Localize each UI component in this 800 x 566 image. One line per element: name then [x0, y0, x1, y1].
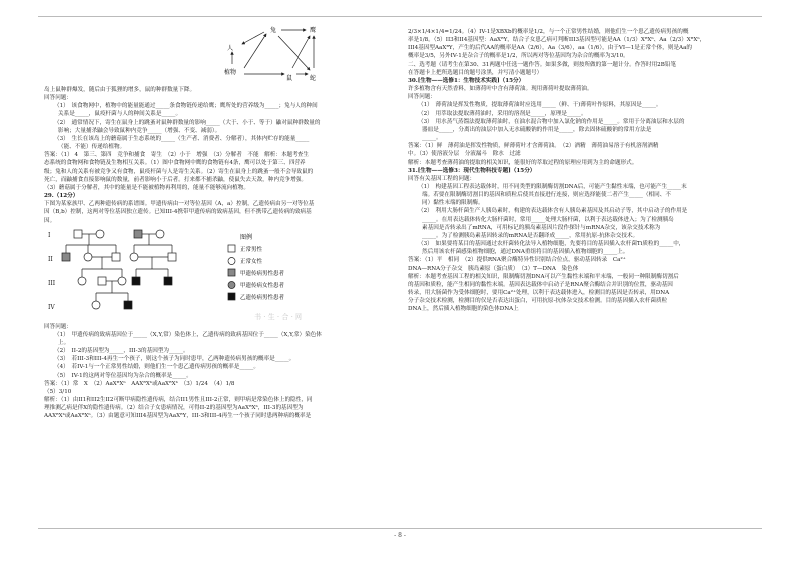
text-line: 关系是_____，鼠疫杆菌与人的种间关系是_____。 — [58, 111, 182, 118]
text-line: 器皿是_____，分离出的油层中加入无水硫酸钠的作用是_____，除去固体硫酸钠的常用方法是 — [422, 126, 652, 133]
text-line: 转录，用大肠菌作为受体细胞时，要用Ca²⁺处理，以利于表达载体进入，检测目的基因是否转录，用DNA — [408, 290, 670, 296]
legend-title: 图例 — [240, 233, 253, 241]
text-line: （2） 利用大肠杆菌生产人胰岛素时，构建的表达载体含有人胰岛素基因及其启动子等，其中启动子的作用是 — [418, 208, 688, 215]
generation-label: III — [48, 279, 56, 287]
node-plant: 植物 — [224, 69, 237, 76]
text-line: 在答题卡上把所选题目的题号涂黑，并写清小题题号） — [408, 69, 543, 76]
pedigree-female — [118, 277, 126, 285]
pedigree-male — [98, 277, 106, 285]
pedigree-female — [78, 277, 86, 285]
text-line: 中。（3）使溶液分层 分液漏斗 除水 过滤 — [408, 151, 521, 158]
node-snake: 蛇 — [310, 75, 317, 82]
text-line: 的基因和质粒，能产生相同的黏性末端。基因表达载体中启动子是RNA聚合酶结合并识别的位置，驱动基因 — [408, 281, 673, 288]
right-column — [408, 28, 758, 313]
pedigree-chart — [44, 225, 394, 323]
text-line: 回答问题： — [408, 94, 436, 101]
text-line: （3） 用水蒸气蒸馏法提取薄荷油时，在油水混合物中加入氯化钠的作用是_____。常用于分离油层和水层的 — [418, 118, 685, 125]
text-line: 二、选考题（请考生在第30、31两题中任选一题作答。如果多做，则按所做的第一题计分。作答时用2B铅笔 — [408, 61, 677, 68]
pedigree-affected-male — [134, 230, 142, 238]
node-eagle: 鹰 — [310, 27, 317, 34]
pedigree-female — [92, 301, 100, 309]
bottom-rule — [38, 528, 762, 529]
pedigree-male — [168, 253, 176, 261]
text-line: （能、不能）传递给植物。 — [58, 144, 126, 151]
text-line: 回答问题： — [44, 95, 72, 102]
text-line: （3） 若III-3和III-4再生一个孩子，则这个孩子为同时患甲，乙两种遗传病男孩的概率是_____。 — [54, 356, 295, 363]
text-line: DNA上，然后插入植物细胞的染色体DNA上 — [408, 306, 519, 313]
legend-item: 正常男性 — [240, 246, 263, 253]
text-line: 率是1/8。（5）II3和II4基因型：AaXᴮY，结合子女患乙病可判断III3基因型可能是AA（1/3）XᴮXᵇ、Aa（2/3）XᴮXᵇ， — [408, 37, 706, 44]
text-line: DNA—RNA分子杂交 胰岛素原（蛋白质） （3）T—DNA 染色体 — [408, 265, 579, 272]
text-line: （1） 甲遗传病的致病基因位于_____（X,Y,常）染色体上，乙遗传病的致病基因位于_____（X,Y,常）染色体 — [54, 331, 322, 338]
text-line: （3） 生长在该岛上的蘑菇属于生态系统的_____（生产者、消费者、分解者），其体内贮存的能量_____ — [54, 135, 310, 142]
text-line: 答案：（1）常 X （2）AaXᴮXᵇ AAXᴮXᵇ或AaXᴮXᵇ （3）1/24 （4）1/8 — [44, 380, 235, 387]
pedigree-affected-male-b — [132, 277, 140, 285]
text-line: 答案：（1）鲜 薄荷油是挥发性物质，鲜薄荷叶才含薄荷油。 （2）酒精 薄荷油易溶于有机溶剂酒精 — [408, 143, 659, 150]
text-line: _____。为了检测胰岛素基因转录的mRNA是否翻译成_____，常用抗原-抗体杂交技术。 — [422, 232, 639, 239]
node-rabbit: 兔 — [270, 27, 277, 34]
generation-label: IV — [48, 303, 55, 311]
text-line: _____。 — [422, 135, 442, 142]
text-line: （3） 如果要将某目的基因通过农杆菌转化法导入植物细胞，先要将目的基因插入农杆菌Ti质粒的_____中， — [418, 241, 685, 248]
question-heading: 30.[生物——选修1：生物技术实践]（15分） — [408, 77, 525, 84]
node-human: 人 — [227, 45, 234, 52]
generation-label: II — [48, 255, 53, 263]
pedigree-affected-male-b — [164, 277, 172, 285]
question-heading: 29.（12分） — [44, 193, 79, 200]
text-line: III4基因型AaXᴮY，产生的后代AA的概率是AA（2/6），Aa（3/6），aa（1/6），由于VI—1是正常个体，则是Aa的 — [408, 45, 693, 52]
watermark: 书 · 生 · 合 · 网 — [254, 312, 303, 321]
text-line: _____。在用表达载体转化大肠杆菌时，常用_____处理大肠杆菌，以利于表达载体进入；为了检测胰岛 — [422, 216, 674, 223]
text-line: （1） 构建基因工程表达载体时，用不同类型的限制酶切割DNA后，可能产生黏性末端，也可能产生_____末 — [418, 183, 687, 190]
text-line: （1） 薄荷油是挥发性物质，提取薄荷油时应选用_____（鲜、干)薄荷叶作原料，其原因是_____。 — [418, 102, 662, 109]
text-line: 影响；大量捕杀鼬会导致鼠种内竞争_____（增强、不变、减弱）。 — [58, 127, 221, 134]
pedigree-male — [112, 253, 120, 261]
text-line: 素基因是否转录出了mRNA，可用标记的胰岛素基因片段作探针与mRNA杂交，该杂交技术称为 — [422, 224, 661, 231]
text-line: （5） IV-1的这两对等位基因均为杂合的概率是_____。 — [54, 372, 192, 379]
left-column — [44, 22, 394, 421]
pedigree-affected-male-b — [124, 301, 132, 309]
legend-item: 乙遗传病男性患者 — [240, 294, 285, 301]
text-line: （1） 该食物网中，植物中的能量能通过_____条食物链传递给鹰；鹰所处的营养级为_____；兔与人的种间 — [54, 103, 318, 110]
food-web-diagram — [44, 22, 394, 86]
generation-label: I — [48, 231, 51, 239]
top-rule — [38, 16, 762, 17]
text-line: 岛上鼠种群爆发，随后由于狐狸的增多，鼠的种群数量下降。 — [44, 87, 196, 93]
text-line: AAXᴮXᵇ或AaXᴮXᵇ。（3）由题意可知III4基因型为AaXᴮY，III-3和III-4再生一个孩子同时患两种病的概率是 — [44, 413, 312, 420]
text-line: （3）蘑菇属于分解者，其中的能量是不能被植物再利用的，能量不能够流向植物。 — [44, 184, 249, 191]
pedigree-male — [74, 230, 82, 238]
text-line: 答案：（1）平 相同 （2）提供RNA聚合酶特异性识别结合位点，驱动基因转录 Ca²⁺ — [408, 257, 626, 264]
pedigree-female — [130, 253, 138, 261]
text-line: （2） II-2的基因型为_____，III-3的基因型为_____。 — [54, 348, 189, 355]
text-line: 因。 — [44, 217, 56, 224]
text-line: 端。若要在限制酶切割目的基因和质粒后使其直接进行连接，则应选择能使二者产生_____（相同、不 — [422, 192, 671, 199]
legend-item: 正常女性 — [240, 258, 263, 265]
pedigree-female — [96, 230, 104, 238]
text-line: 概率是3/5，另外IV-1是杂合子的概率是1/2，所以两对等位基因均为杂合的概率为3/10。 — [408, 53, 629, 60]
text-line: 死亡，而鼬捕食直接影响鼠的数量，前者影响小于后者。打来都不捕杀鼬，使鼠失去天敌，种内竞争增强。 — [44, 176, 307, 183]
text-line: （2） 通常情况下，寄生在鼠身上的跳蚤对鼠种群数量的影响_____（大于、小于、等于）鼬对鼠种群数量的 — [54, 119, 321, 126]
text-line: 回答问题： — [44, 323, 72, 330]
text-line: 上。 — [58, 339, 70, 346]
question-heading: 31.[生物——选修3：现代生物科技专题]（15分） — [408, 167, 536, 174]
pedigree-female — [84, 253, 92, 261]
pedigree-legend — [228, 233, 285, 301]
text-line: 解析：本题考查薄荷油的提取的相关知识，能很好的萃取过程的原理应用到为主的命题形式。 — [408, 159, 638, 166]
text-line: 答案：（1） 4 第三、第四 竞争和捕食 寄生 （2）小于 增强 （3）分解者 不能 解析：本题考查生 — [44, 152, 309, 159]
text-line: 理推测乙病是伴X的隐性遗传病。（2）结合子女患病情况，可得II-2的基因型为AaXᴮXᵇ，III-3的基因型为 — [44, 405, 304, 412]
text-line: 分子杂交技术检测，检测目的仅是否表达出蛋白，可用抗原-抗体杂交技术检测。目的基因插入农杆菌质粒 — [408, 298, 668, 305]
text-line: 级；兔和人的关系有被竞争又有食物，鼠疫杆菌与人是寄生关系。（2）寄生在鼠身上的跳蚤一般不会导致鼠的 — [44, 168, 314, 175]
text-line: 解析：本题考查基因工程的相关知识，限制酶切割DNA可以产生黏性末端和平末端，一般同一种限制酶切割后 — [408, 273, 679, 280]
text-line: 态系统的食物网和食物链及生物相互关系。（1）图中食物网中鹰的食物链有4条，鹰可以处于第三、四营养 — [44, 160, 306, 167]
text-line: 同）黏性末端的限制酶。 — [422, 200, 484, 207]
text-line: 解析：（1）由II1和II2生II2可断甲病隐性遗传病，结合II1男性且III-2正常，则甲病是常染色体上的隐性，同 — [44, 397, 313, 404]
node-mouse: 鼠 — [286, 75, 293, 82]
pedigree-figure — [44, 225, 394, 323]
text-line: （2） 用萃取法提取薄荷油时，采用的溶剂是_____，原理是_____。 — [418, 110, 587, 117]
legend-item: 甲遗传病男性患者 — [240, 270, 285, 277]
text-line: （4） 若IV-1与一个正常男性结婚，则他们生一个患乙遗传病男孩的概率是_____。 — [54, 364, 259, 371]
text-line: 因（B,b）控制，这两对等位基因独立遗传。已知III-4携带甲遗传病的致病基因，但不携带乙遗传病的致病基 — [44, 209, 312, 216]
text-line: 下图为某家族甲、乙两种遗传病的系谱图。甲遗传病由一对等位基因（A，a）控制，乙遗传病由另一对等位基 — [44, 201, 315, 208]
text-line: 2/3×1/4×1/4=1/24。（4）IV-1是XBXb的概率是1/2，与一个正常男性结婚，则他们生一个患乙遗传病男孩的概 — [408, 29, 689, 35]
text-line: （5）3/10 — [44, 388, 72, 395]
text-line: 然后用该农杆菌感染植物细胞，通过DNA重组将目的基因插入植物细胞的_____上。 — [422, 249, 629, 256]
pedigree-affected-male — [62, 253, 70, 261]
legend-item: 甲遗传病女性患者 — [240, 282, 285, 289]
page-number: - 8 - — [394, 532, 406, 539]
food-web-figure — [44, 22, 394, 86]
text-line: 回答有关基因工程的问题： — [408, 175, 476, 182]
pedigree-female — [156, 230, 164, 238]
text-line: 许多植物含有天然香料，如薄荷叶中含有薄荷油。现用薄荷叶提取薄荷油。 — [408, 86, 593, 93]
